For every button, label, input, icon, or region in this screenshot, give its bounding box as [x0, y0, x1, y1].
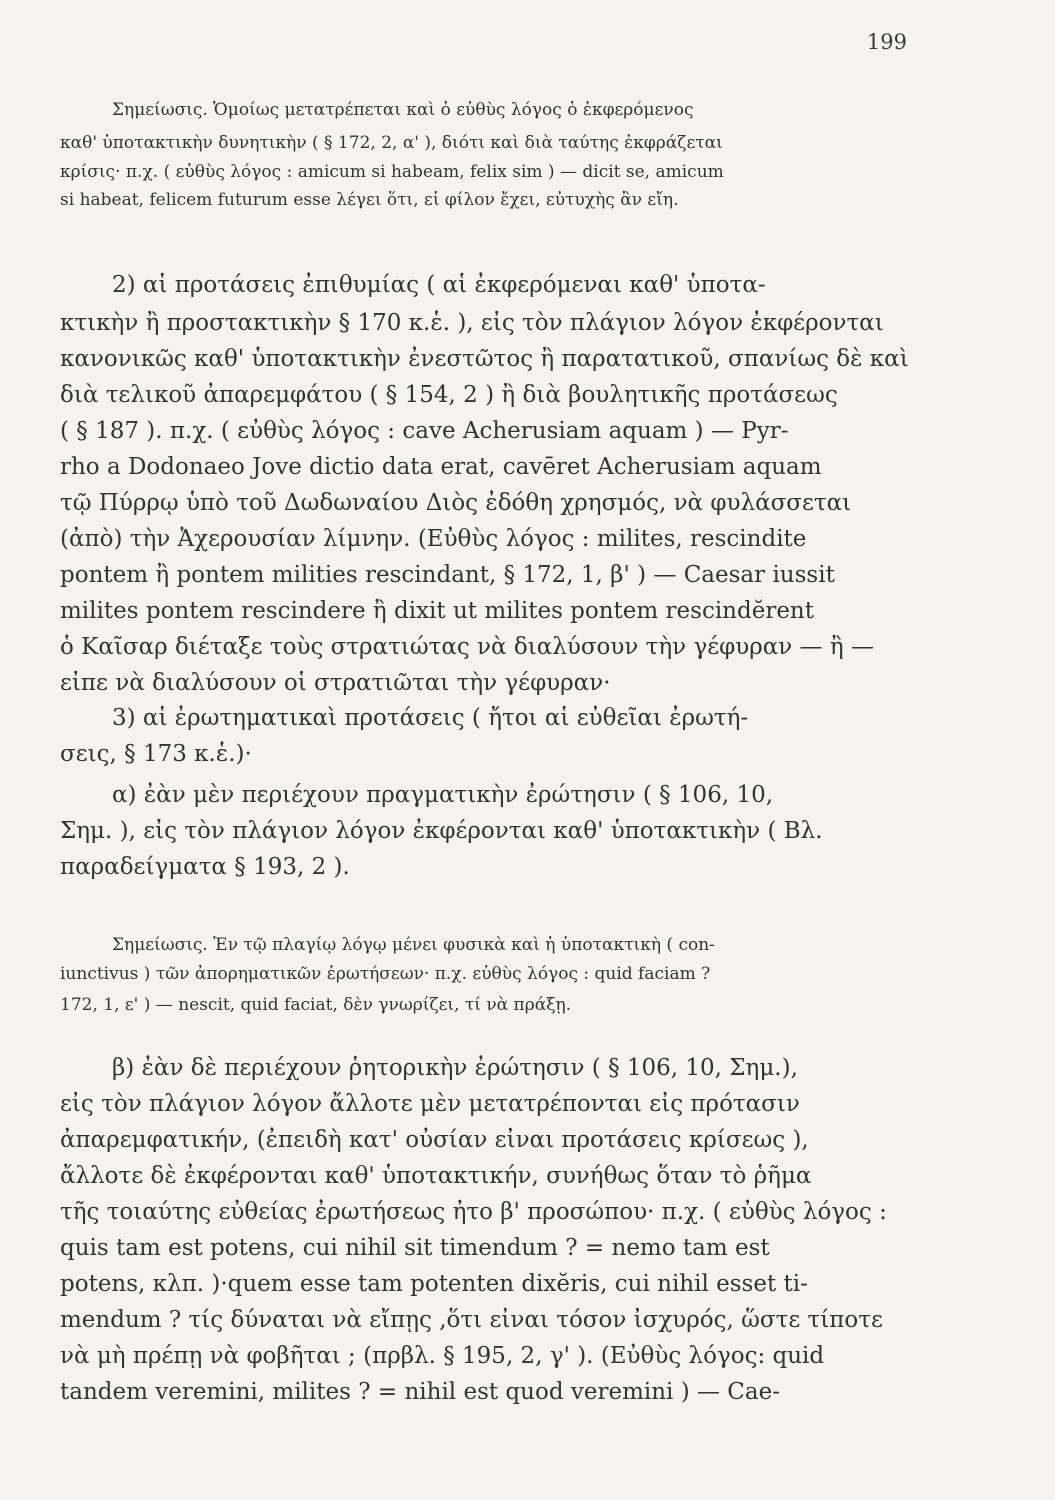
text-line: quis tam est potens, cui nihil sit timendum ? = nemo tam est [60, 1235, 770, 1261]
text-line: 172, 1, ε' ) — nescit, quid faciat, δὲν γνωρίζει, τί νὰ πράξῃ. [60, 995, 572, 1015]
text-line: ( § 187 ). π.χ. ( εὐθὺς λόγος : cave Acherusiam aquam ) — Pyr- [60, 418, 789, 444]
text-line: παραδείγματα § 193, 2 ). [60, 854, 350, 880]
text-line: Σημ. ), εἰς τὸν πλάγιον λόγον ἐκφέρονται καθ' ὑποτακτικὴν ( Βλ. [60, 818, 823, 844]
text-line: κτικὴν ἢ προστακτικὴν § 170 κ.ἑ. ), εἰς τὸν πλάγιον λόγον ἐκφέρονται [60, 310, 884, 336]
text-line: pontem ἢ pontem milities rescindant, § 172, 1, β' ) — Caesar iussit [60, 562, 835, 588]
text-line: διὰ τελικοῦ ἀπαρεμφάτου ( § 154, 2 ) ἢ διὰ βουλητικῆς προτάσεως [60, 382, 838, 408]
text-line: ἀπαρεμφατικήν, (ἐπειδὴ κατ' οὐσίαν εἶναι προτάσεις κρίσεως ), [60, 1127, 809, 1153]
text-line: tandem veremini, milites ? = nihil est quod veremini ) — Cae- [60, 1379, 780, 1405]
text-line: ἄλλοτε δὲ ἐκφέρονται καθ' ὑποτακτικήν, συνήθως ὅταν τὸ ῥῆμα [60, 1163, 812, 1189]
text-line: 2) αἱ προτάσεις ἐπιθυμίας ( αἱ ἐκφερόμεναι καθ' ὑποτα- [112, 272, 766, 298]
text-line: rho a Dodonaeo Jove dictio data erat, cavēret Acherusiam aquam [60, 454, 822, 480]
text-line: κρίσις· π.χ. ( εὐθὺς λόγος : amicum si habeam, felix sim ) — dicit se, amicum [60, 162, 724, 182]
text-line: καθ' ὑποτακτικὴν δυνητικὴν ( § 172, 2, α' ), διότι καὶ διὰ ταύτης ἐκφράζεται [60, 133, 723, 153]
text-line: potens, κλπ. )·quem esse tam potenten dixĕris, cui nihil esset ti- [60, 1271, 808, 1297]
text-line: εἰς τὸν πλάγιον λόγον ἄλλοτε μὲν μετατρέπονται εἰς πρότασιν [60, 1091, 800, 1117]
text-line: Σημείωσις. Ἐν τῷ πλαγίῳ λόγῳ μένει φυσικὰ καὶ ἡ ὑποτακτικὴ ( con- [112, 935, 715, 955]
text-line: εἶπε νὰ διαλύσουν οἱ στρατιῶται τὴν γέφυραν· [60, 670, 611, 696]
text-line: mendum ? τίς δύναται νὰ εἴπῃς ,ὅτι εἶναι τόσον ἰσχυρός, ὥστε τίποτε [60, 1307, 883, 1333]
text-line: (ἀπὸ) τὴν Ἀχερουσίαν λίμνην. (Εὐθὺς λόγος : milites, rescindite [60, 526, 807, 552]
text-line: ὁ Καῖσαρ διέταξε τοὺς στρατιώτας νὰ διαλύσουν τὴν γέφυραν — ἢ — [60, 634, 874, 660]
text-line: κανονικῶς καθ' ὑποτακτικὴν ἐνεστῶτος ἢ παρατατικοῦ, σπανίως δὲ καὶ [60, 346, 909, 372]
text-line: σεις, § 173 κ.ἑ.)· [60, 741, 252, 767]
text-line: 3) αἱ ἐρωτηματικαὶ προτάσεις ( ἤτοι αἱ εὐθεῖαι ἐρωτή- [112, 705, 749, 731]
text-line: β) ἐὰν δὲ περιέχουν ῥητορικὴν ἐρώτησιν ( § 106, 10, Σημ.), [112, 1055, 798, 1081]
text-line: Σημείωσις. Ὁμοίως μετατρέπεται καὶ ὁ εὐθὺς λόγος ὁ ἐκφερόμενος [112, 100, 694, 120]
text-line: milites pontem rescindere ἢ dixit ut milites pontem rescindĕrent [60, 598, 814, 624]
page-number: 199 [866, 30, 907, 54]
text-line: τῆς τοιαύτης εὐθείας ἐρωτήσεως ἦτο β' προσώπου· π.χ. ( εὐθὺς λόγος : [60, 1199, 887, 1225]
text-line: iunctivus ) τῶν ἀπορηματικῶν ἐρωτήσεων· π.χ. εὐθὺς λόγος : quid faciam ? [60, 964, 711, 984]
text-line: νὰ μὴ πρέπῃ νὰ φοβῆται ; (πρβλ. § 195, 2, γ' ). (Εὐθὺς λόγος: quid [60, 1343, 825, 1369]
text-line: α) ἐὰν μὲν περιέχουν πραγματικὴν ἐρώτησιν ( § 106, 10, [112, 782, 774, 808]
text-line: si habeat, felicem futurum esse λέγει ὅτι, εἰ φίλον ἔχει, εὐτυχὴς ἂν εἴη. [60, 190, 679, 210]
text-line: τῷ Πύρρῳ ὑπὸ τοῦ Δωδωναίου Διὸς ἐδόθη χρησμός, νὰ φυλάσσεται [60, 490, 852, 516]
